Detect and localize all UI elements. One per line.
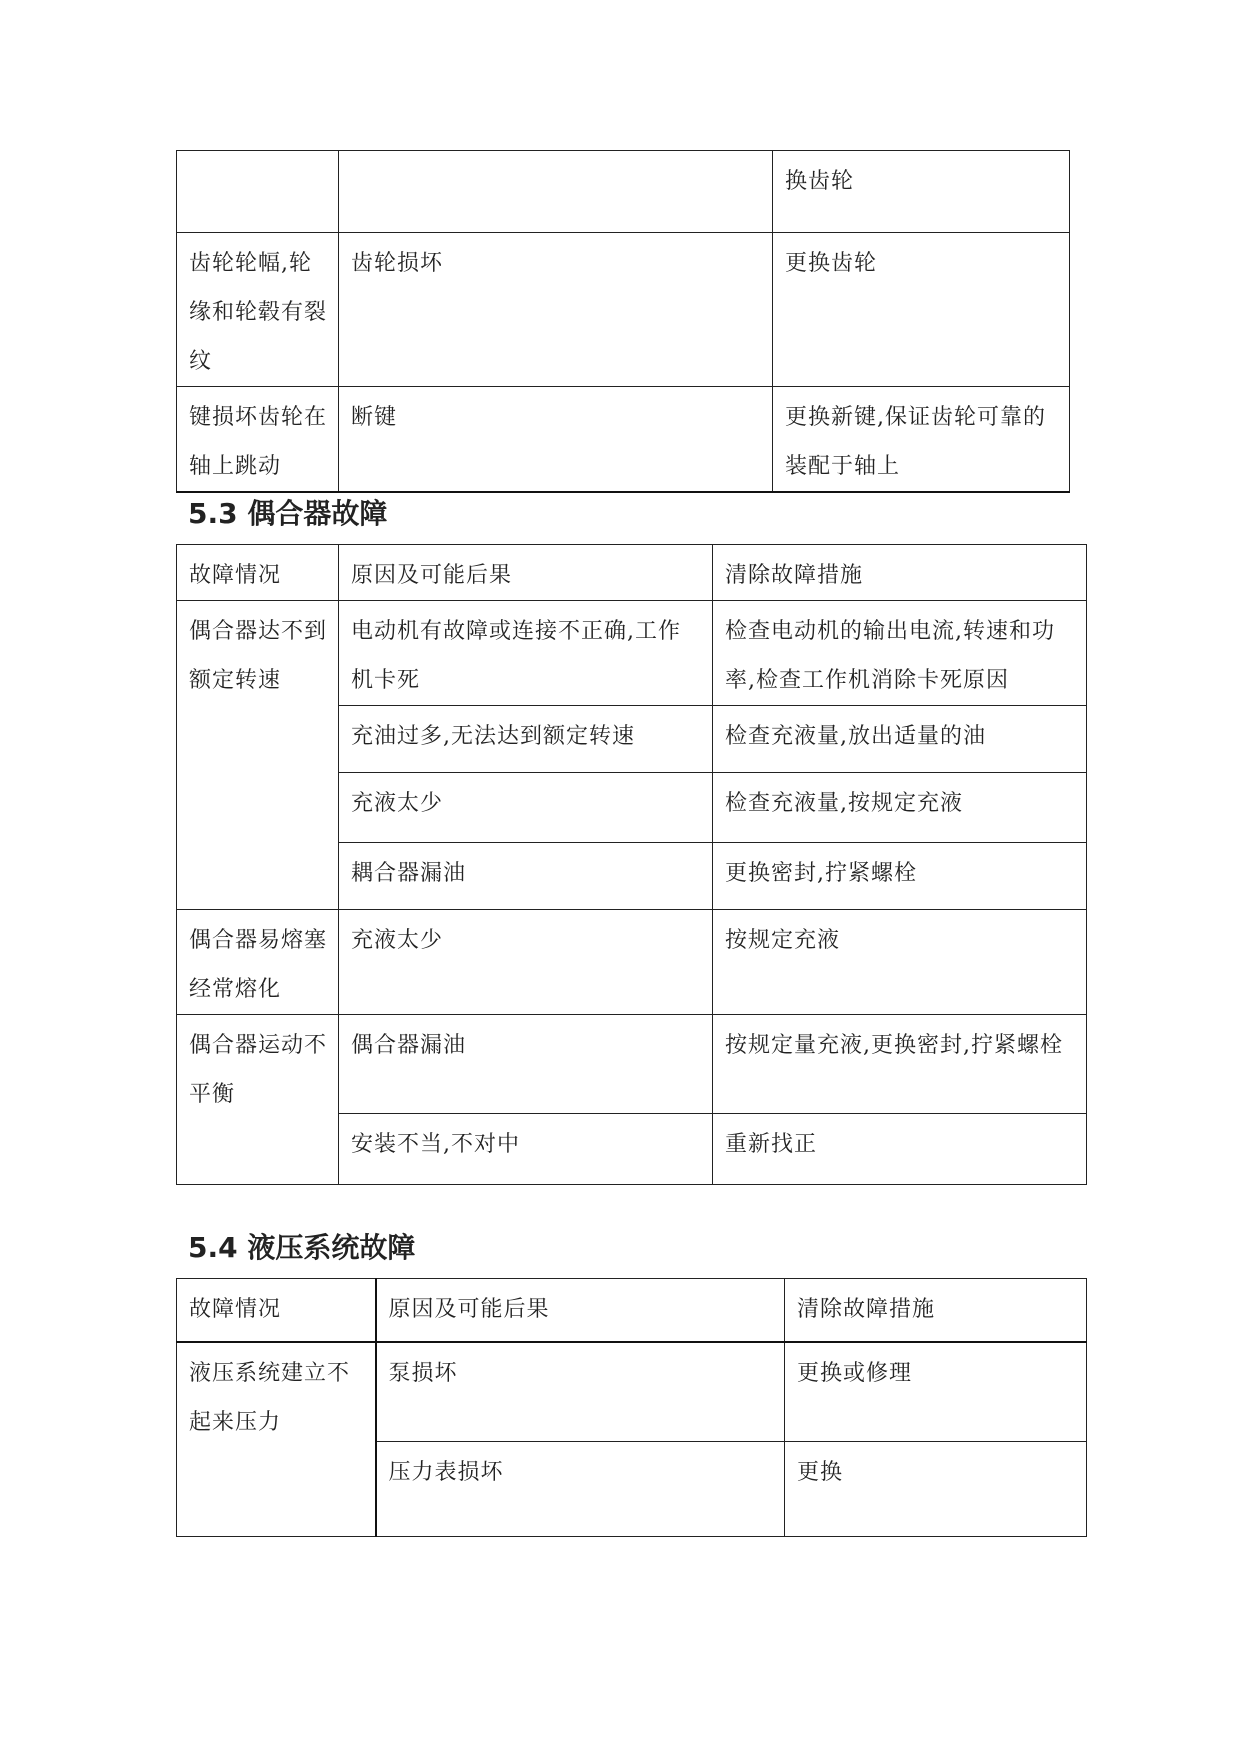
cell: 检查充液量,按规定充液 — [713, 773, 1087, 843]
cell: 更换 — [785, 1442, 1087, 1537]
header-cell: 原因及可能后果 — [376, 1279, 785, 1342]
cell: 更换密封,拧紧螺栓 — [713, 843, 1087, 910]
cell: 泵损坏 — [376, 1342, 785, 1442]
header-cell: 清除故障措施 — [713, 545, 1087, 601]
cell: 耦合器漏油 — [339, 843, 713, 910]
cell: 更换齿轮 — [773, 233, 1070, 387]
table-row — [177, 151, 1070, 233]
header-cell: 故障情况 — [177, 545, 339, 601]
coupler-fault-table — [176, 544, 1087, 1185]
cell: 重新找正 — [713, 1114, 1087, 1185]
table-row — [177, 387, 1070, 493]
cell — [177, 151, 339, 233]
cell: 检查电动机的输出电流,转速和功率,检查工作机消除卡死原因 — [713, 601, 1087, 706]
cell: 液压系统建立不起来压力 — [177, 1342, 376, 1537]
cell: 更换或修理 — [785, 1342, 1087, 1442]
cell: 断键 — [339, 387, 773, 493]
cell: 充油过多,无法达到额定转速 — [339, 706, 713, 773]
header-cell: 故障情况 — [177, 1279, 376, 1342]
cell: 压力表损坏 — [376, 1442, 785, 1537]
cell: 检查充液量,放出适量的油 — [713, 706, 1087, 773]
cell: 电动机有故障或连接不正确,工作机卡死 — [339, 601, 713, 706]
cell: 换齿轮 — [773, 151, 1070, 233]
header-row — [177, 1279, 1087, 1342]
table-row — [177, 1342, 1087, 1442]
section-heading: 5.4 液压系统故障 — [188, 1231, 416, 1264]
table-row — [177, 910, 1087, 1015]
cell: 键损坏齿轮在轴上跳动 — [177, 387, 339, 493]
cell: 按规定充液 — [713, 910, 1087, 1015]
table-row — [177, 233, 1070, 387]
cell: 按规定量充液,更换密封,拧紧螺栓 — [713, 1015, 1087, 1114]
header-cell: 原因及可能后果 — [339, 545, 713, 601]
cell: 偶合器易熔塞经常熔化 — [177, 910, 339, 1015]
cell: 更换新键,保证齿轮可靠的装配于轴上 — [773, 387, 1070, 493]
section-heading: 5.3 偶合器故障 — [188, 497, 388, 530]
hydraulic-fault-table — [176, 1278, 1087, 1537]
cell: 充液太少 — [339, 910, 713, 1015]
cell: 充液太少 — [339, 773, 713, 843]
header-row — [177, 545, 1087, 601]
cell: 偶合器运动不平衡 — [177, 1015, 339, 1185]
header-cell: 清除故障措施 — [785, 1279, 1087, 1342]
cell: 齿轮轮幅,轮缘和轮毂有裂纹 — [177, 233, 339, 387]
cell: 齿轮损坏 — [339, 233, 773, 387]
cell — [339, 151, 773, 233]
cell: 偶合器达不到额定转速 — [177, 601, 339, 910]
table-row — [177, 1015, 1087, 1114]
table-row — [177, 601, 1087, 706]
gear-fault-table-continued — [176, 150, 1070, 493]
cell: 偶合器漏油 — [339, 1015, 713, 1114]
cell: 安装不当,不对中 — [339, 1114, 713, 1185]
